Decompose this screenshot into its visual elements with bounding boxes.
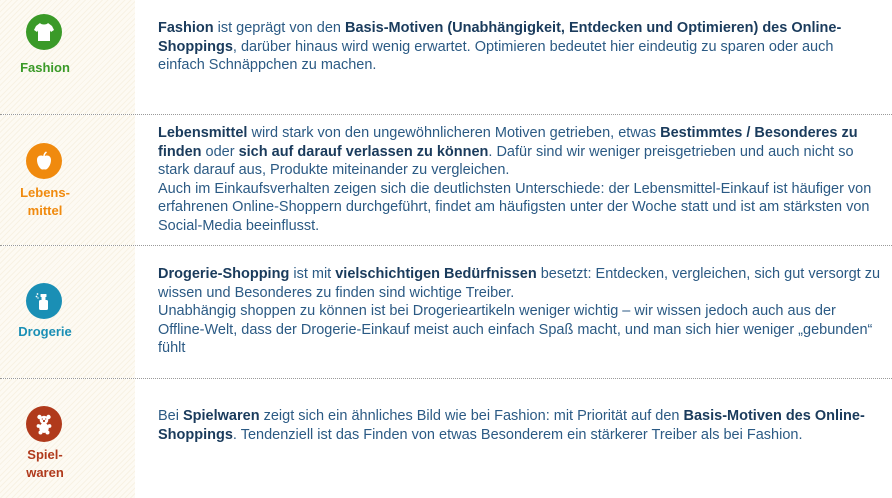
- section-label: [0, 184, 90, 220]
- body-text: Unabhängig shoppen zu können ist bei Drogerieartikeln weniger wichtig – wir wissen jedoch auch aus der Offline-Welt, dass der Drogerie-Einkauf meist auch einfach Spaß macht, und man sich hier weniger „gebunden“ fühlt: [158, 303, 873, 356]
- section-label: [0, 446, 90, 482]
- emphasis-text: Basis-Motiven (Unabhängigkeit, Entdecken und Optimieren) des Online-Shoppings: [158, 20, 842, 55]
- paragraph: [158, 180, 884, 236]
- emphasis-text: Fashion: [158, 20, 214, 36]
- paragraph: [158, 407, 884, 444]
- section-label-line: Spiel-: [27, 447, 63, 462]
- body-text: wird stark von den ungewöhnlicheren Motiven getrieben, etwas: [247, 125, 661, 141]
- section-sidebar: [0, 115, 135, 245]
- section-text: [158, 407, 884, 444]
- emphasis-text: vielschichtigen Bedürfnissen: [335, 266, 537, 282]
- section-sidebar: [0, 379, 135, 498]
- paragraph: [158, 124, 884, 180]
- shirt-icon: [26, 14, 62, 50]
- emphasis-text: Lebensmittel: [158, 125, 248, 141]
- paragraph: [158, 19, 884, 75]
- body-text: Auch im Einkaufsverhalten zeigen sich die deutlichsten Unterschiede: der Lebensmittel-Einkauf ist häufiger von erfahrenen Online-Shoppern durchgeführt, findet am häufigsten unter der Woche statt und ist am stärksten von Social-Media beeinflusst.: [158, 180, 872, 234]
- emphasis-text: sich auf darauf verlassen zu können: [238, 143, 489, 160]
- body-text: . Tendenziell ist das Finden von etwas Besonderem ein stärkerer Treiber als bei Fashion.: [232, 426, 803, 443]
- emphasis-text: Drogerie-Shopping: [158, 266, 290, 282]
- section-label-line: Lebens-: [20, 185, 70, 200]
- section-lebensmittel: [0, 115, 892, 245]
- apple-icon: [26, 143, 62, 179]
- paragraph: [158, 265, 884, 302]
- emphasis-text: Bestimmtes / Besonderes zu finden: [158, 125, 858, 160]
- body-text: ist mit: [289, 266, 336, 282]
- section-label-line: mittel: [27, 203, 63, 218]
- section-label-line: Drogerie: [18, 324, 72, 339]
- section-fashion: [0, 0, 892, 114]
- section-drogerie: [0, 246, 892, 378]
- body-text: ist geprägt von den: [213, 20, 345, 36]
- body-text: oder: [201, 143, 239, 160]
- section-label-line: Fashion: [20, 60, 70, 75]
- body-text: Bei: [158, 408, 183, 424]
- section-text: [158, 265, 884, 358]
- body-text: . Dafür sind wir weniger preisgetrieben und auch nicht so stark darauf aus, Produkte miteinander zu vergleichen.: [158, 143, 854, 178]
- body-text: zeigt sich ein ähnliches Bild wie bei Fashion: mit Priorität auf den: [259, 408, 684, 424]
- spray-bottle-icon: [26, 283, 62, 319]
- teddy-bear-icon: [26, 406, 62, 442]
- section-text: [158, 19, 884, 75]
- section-spielwaren: [0, 379, 892, 498]
- emphasis-text: Basis-Motiven des Online-Shoppings: [158, 408, 865, 443]
- section-label: [0, 323, 90, 341]
- section-text: [158, 124, 884, 235]
- body-text: besetzt: Entdecken, vergleichen, sich gut versorgt zu wissen und Besonderes zu finden sind wichtige Treiber.: [158, 266, 881, 301]
- section-sidebar: [0, 246, 135, 378]
- section-label-line: waren: [26, 465, 64, 480]
- section-label: [0, 59, 90, 77]
- paragraph: [158, 302, 884, 358]
- emphasis-text: Spielwaren: [183, 408, 260, 424]
- section-sidebar: [0, 0, 135, 114]
- body-text: , darüber hinaus wird wenig erwartet. Optimieren bedeutet hier eindeutig zu sparen oder auch einfach Schnäppchen zu machen.: [158, 38, 834, 73]
